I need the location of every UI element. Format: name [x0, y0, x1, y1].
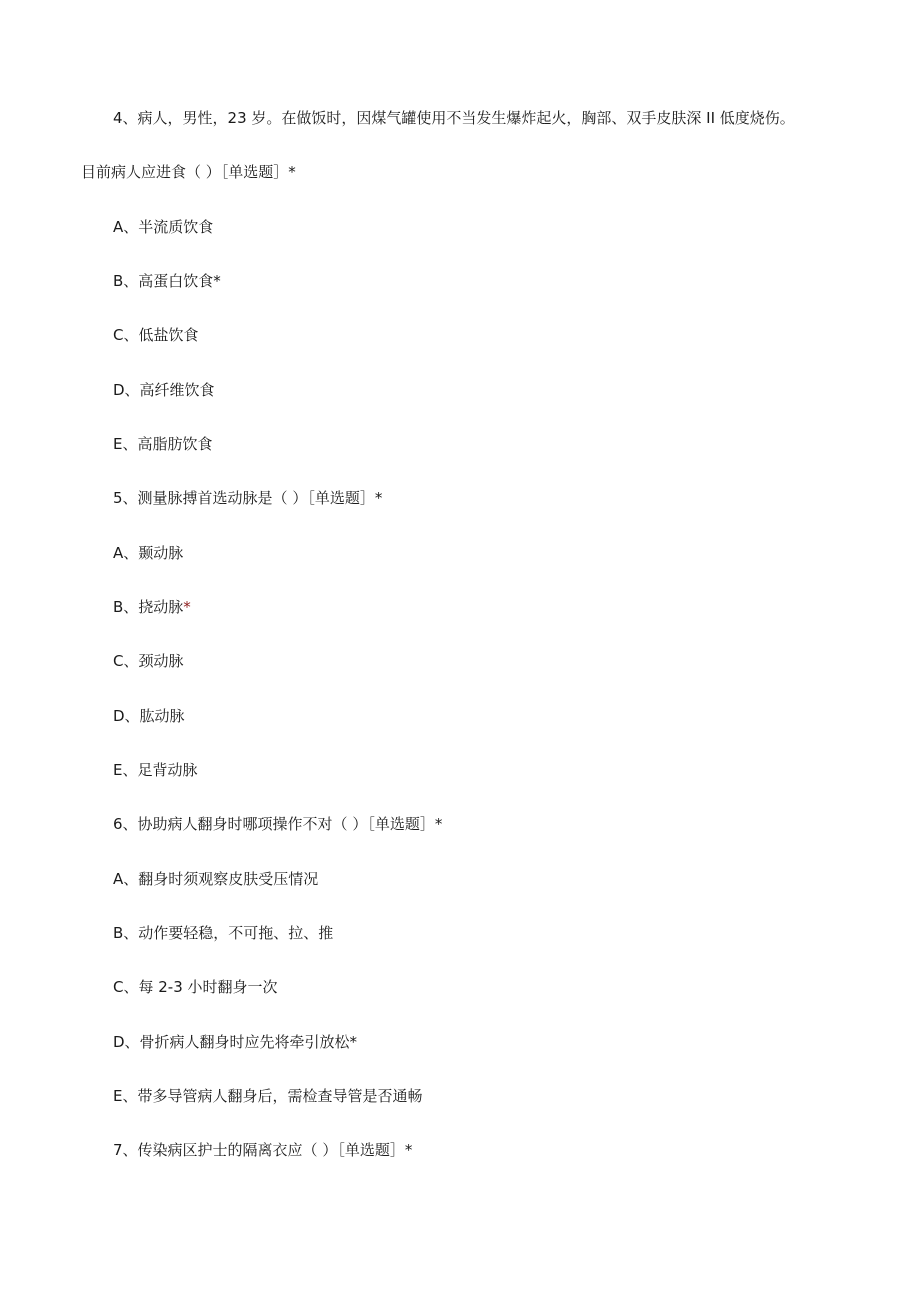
question-4-option-e: E、高脂肪饮食 [113, 435, 213, 453]
question-4-stem-line1: 4、病人，男性，23 岁。在做饭时，因煤气罐使用不当发生爆炸起火，胸部、双手皮肤深 II 低度烧伤。 [113, 109, 795, 127]
question-4-option-a: A、半流质饮食 [113, 218, 214, 236]
question-6-option-b: B、动作要轻稳，不可拖、拉、推 [113, 924, 334, 942]
question-4-stem-line2: 目前病人应进食（ ）［单选题］* [81, 163, 296, 181]
question-4-option-b: B、高蛋白饮食* [113, 272, 221, 290]
question-6-option-e: E、带多导管病人翻身后，需检查导管是否通畅 [113, 1087, 423, 1105]
question-4-option-c: C、低盐饮食 [113, 326, 199, 344]
question-5-option-b [113, 597, 191, 617]
question-5-option-a: A、颞动脉 [113, 544, 184, 562]
question-7-stem: 7、传染病区护士的隔离衣应（ ）［单选题］* [113, 1141, 413, 1159]
question-5-option-e: E、足背动脉 [113, 761, 198, 779]
question-5-option-d: D、肱动脉 [113, 707, 185, 725]
question-6-option-d: D、骨折病人翻身时应先将牵引放松* [113, 1033, 358, 1051]
question-5-stem: 5、测量脉搏首选动脉是（ ）［单选题］* [113, 489, 383, 507]
answer-mark: * [183, 598, 191, 616]
question-6-option-a: A、翻身时须观察皮肤受压情况 [113, 870, 319, 888]
question-6-stem: 6、协助病人翻身时哪项操作不对（ ）［单选题］* [113, 815, 443, 833]
question-5-option-c: C、颈动脉 [113, 652, 184, 670]
question-4-option-d: D、高纤维饮食 [113, 381, 215, 399]
question-6-option-c: C、每 2-3 小时翻身一次 [113, 978, 278, 996]
question-5-option-b-text: B、挠动脉 [113, 598, 184, 616]
